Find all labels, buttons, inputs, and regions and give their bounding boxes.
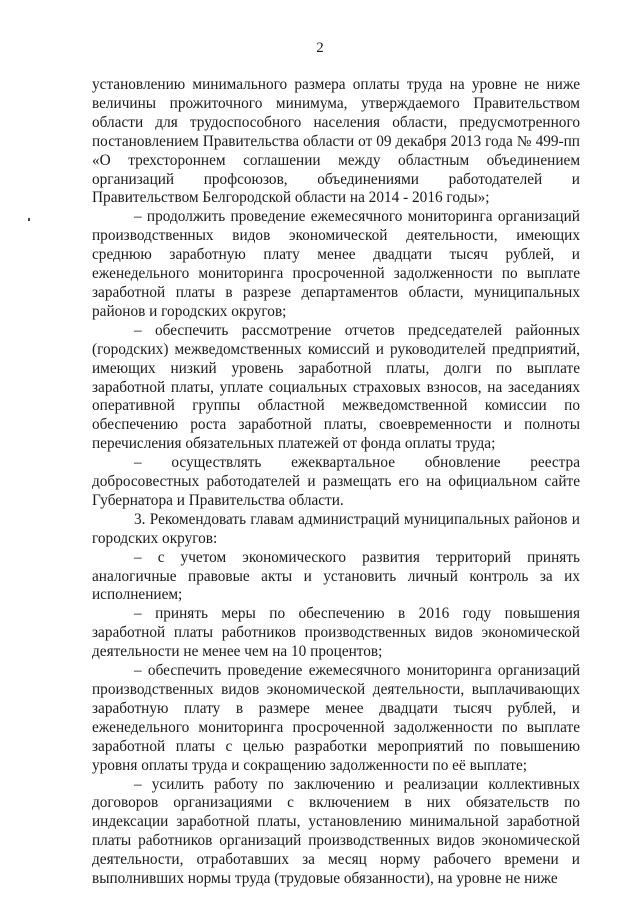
document-body [92,76,580,889]
margin-mark [28,218,30,221]
paragraph-legal-acts: – с учетом экономического развития территорий принять аналогичные правовые акты и установить личный контроль за их исполнением; [92,548,580,604]
paragraph-monitoring-municipal: – обеспечить проведение ежемесячного мониторинга организаций производственных видов экономической деятельности, выплачивающих заработную плату в размере менее двадцати тысяч рублей, и еженедельного мониторинга просроченной задолженности по выплате заработной платы с целью разработки мероприятий по повышению уровня оплаты труда и сокращению задолженности по её выплате; [92,662,580,774]
paragraph-monitoring-regional: – продолжить проведение ежемесячного мониторинга организаций производственных видов экономической деятельности, имеющих среднюю заработную плату менее двадцати тысяч рублей, и еженедельного мониторинга просроченной задолженности по выплате заработной платы в разрезе департаментов области, муниципальных районов и городских округов; [92,208,580,320]
paragraph-reports-review: – обеспечить рассмотрение отчетов председателей районных (городских) межведомственных комиссий и руководителей предприятий, имеющих низкий уровень заработной платы, долги по выплате заработной платы, уплате социальных страховых взносов, на заседаниях оперативной группы областной межведомственной комиссии по обеспечению роста заработной платы, своевременности и полноты перечисления обязательных платежей от фонда оплаты труда; [92,321,580,453]
paragraph-item-3: 3. Рекомендовать главам администраций муниципальных районов и городских округов: [92,510,580,547]
page-number: 2 [316,40,324,56]
paragraph-employer-registry: – осуществлять ежеквартальное обновление реестра добросовестных работодателей и размещать его на официальном сайте Губернатора и Правительства области. [92,454,580,509]
paragraph-collective-agreements: – усилить работу по заключению и реализации коллективных договоров организациями с включением в них обязательств по индексации заработной платы, установлению минимальной заработной платы работников организаций производственных видов экономической деятельности, отработавших за месяц норму рабочего времени и выполнивших нормы труда (трудовые обязанности), на уровне не ниже [92,775,580,888]
paragraph-wage-increase: – принять меры по обеспечению в 2016 году повышения заработной платы работников производственных видов экономической деятельности не менее чем на 10 процентов; [92,605,580,661]
paragraph-continuation: установлению минимального размера оплаты труда на уровне не ниже величины прожиточного минимума, утверждаемого Правительством области для трудоспособного населения области, предусмотренного постановлением Правительства области от 09 декабря 2013 года № 499-пп «О трехстороннем соглашении между областным объединением организаций профсоюзов, объединениями работодателей и Правительством Белгородской области на 2014 - 2016 годы»; [92,76,580,207]
